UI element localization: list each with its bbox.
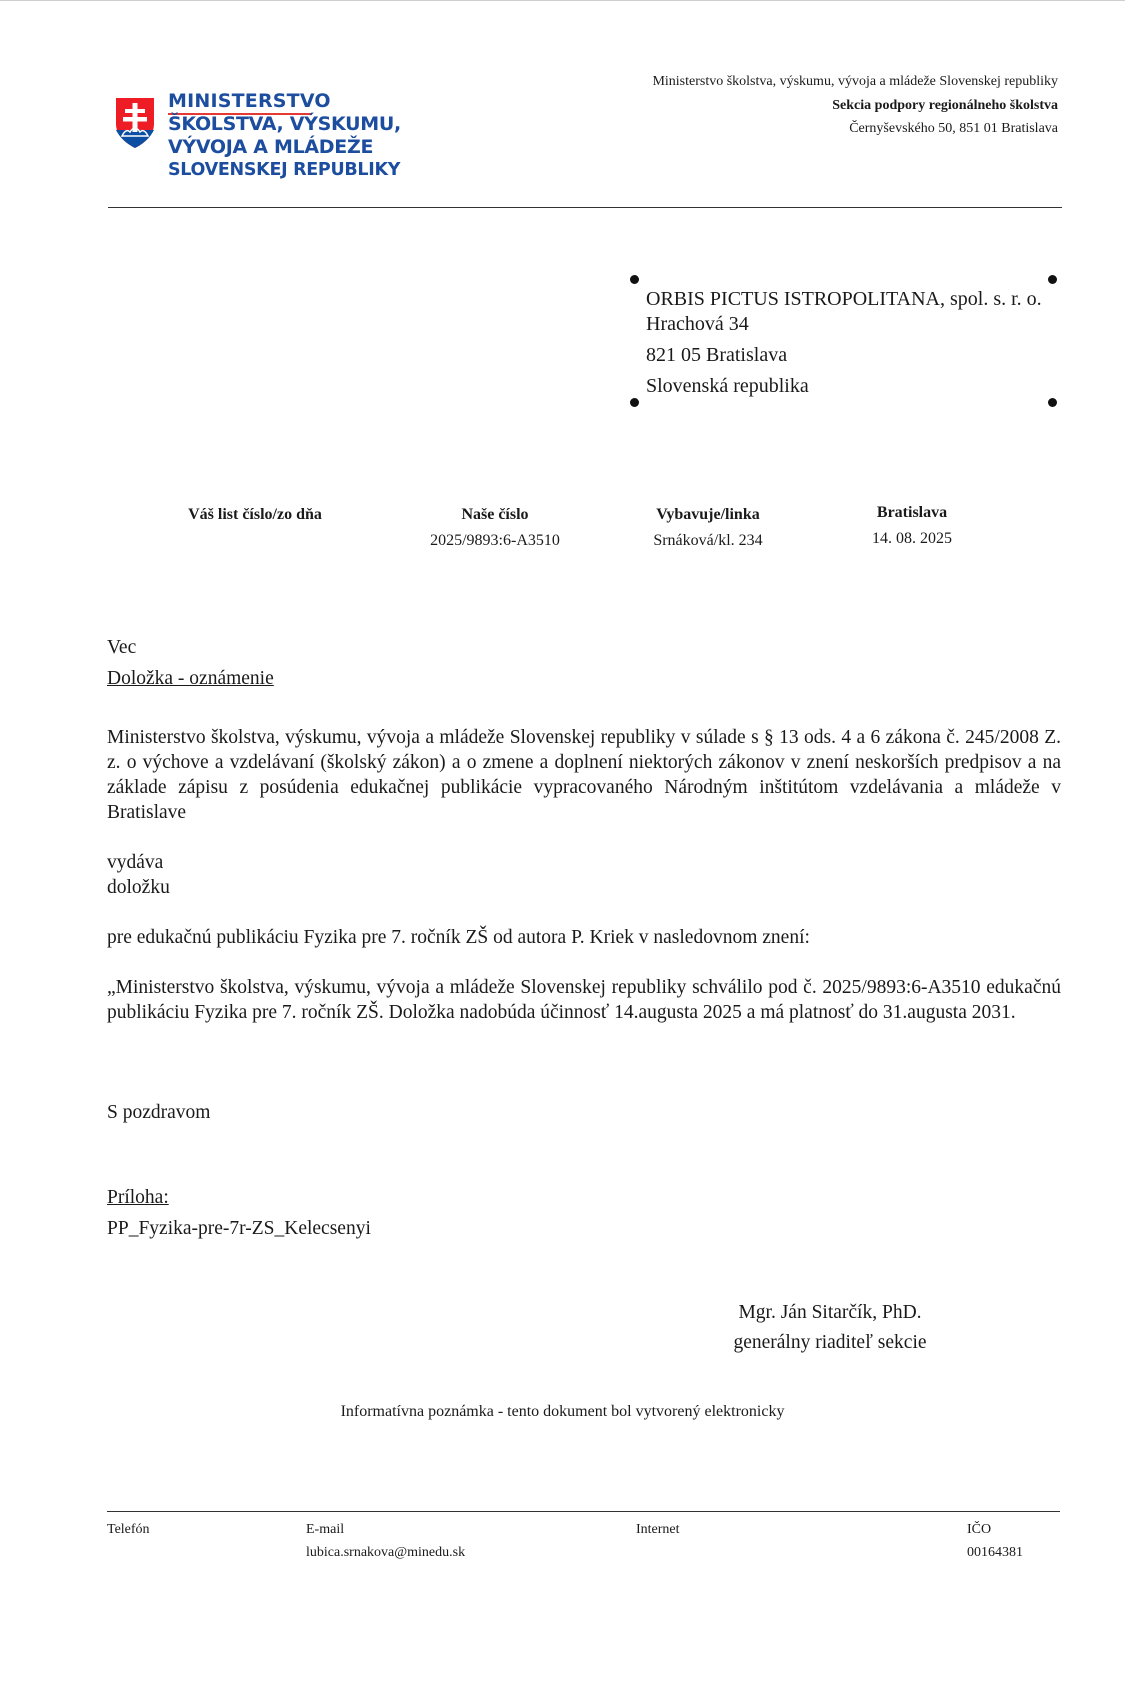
footer-email bbox=[306, 1518, 465, 1564]
logo-line-2: ŠKOLSTVA, VÝSKUMU, bbox=[168, 113, 401, 135]
ref-place-date bbox=[817, 500, 1007, 552]
footer-email-value: lubica.srnakova@minedu.sk bbox=[306, 1545, 466, 1560]
ref-handled-by-value: Srnáková/kl. 234 bbox=[653, 532, 763, 549]
sender-block bbox=[652, 70, 1058, 141]
greeting: S pozdravom bbox=[107, 1102, 211, 1123]
electronic-document-note: Informatívna poznámka - tento dokument bol vytvorený elektronicky bbox=[340, 1403, 785, 1420]
footer-divider bbox=[107, 1511, 1060, 1512]
address-corner-mark bbox=[1048, 398, 1057, 407]
ref-date-value: 14. 08. 2025 bbox=[872, 530, 952, 547]
issues-word: vydáva bbox=[107, 852, 164, 873]
logo-wordmark bbox=[168, 90, 401, 182]
address-corner-mark bbox=[630, 275, 639, 284]
footer-ico-label: IČO bbox=[967, 1522, 992, 1537]
logo-line-4: SLOVENSKEJ REPUBLIKY bbox=[168, 160, 401, 180]
signature-block bbox=[700, 1298, 960, 1358]
subject-text: Doložka - oznámenie bbox=[107, 668, 274, 689]
recipient-address bbox=[646, 284, 1042, 402]
sender-address: Černyševského 50, 851 01 Bratislava bbox=[849, 121, 1058, 136]
recipient-line-4: Slovenská republika bbox=[646, 375, 809, 397]
attachment-name: PP_Fyzika-pre-7r-ZS_Kelecsenyi bbox=[107, 1218, 371, 1239]
footer-email-label: E-mail bbox=[306, 1522, 345, 1537]
coat-of-arms-icon bbox=[112, 94, 158, 152]
footer-ico bbox=[967, 1518, 1023, 1564]
header-divider bbox=[108, 207, 1062, 208]
page-top-border bbox=[0, 0, 1125, 1]
signature-title: generálny riaditeľ sekcie bbox=[733, 1332, 927, 1353]
ref-your-letter-label: Váš list číslo/zo dňa bbox=[188, 506, 322, 523]
address-corner-mark bbox=[1048, 275, 1057, 284]
paragraph-legal-basis: Ministerstvo školstva, výskumu, vývoja a mládeže Slovenskej republiky v súlade s § 13 ods. 4 a 6 zákona č. 245/2008 Z. z. o výchove a vzdelávaní (školský zákon) a o zmene a doplnení niektorých zákonov v znení neskorších predpisov a na základe zápisu z posúdenia edukačnej publikácie vypracovaného Národným inštitútom vzdelávania a mládeže v Bratislave bbox=[107, 727, 1061, 823]
ref-our-number bbox=[400, 502, 590, 554]
ref-our-number-label: Naše číslo bbox=[461, 506, 529, 523]
recipient-line-1: ORBIS PICTUS ISTROPOLITANA, spol. s. r. o. bbox=[646, 288, 1042, 310]
footer-phone bbox=[107, 1518, 150, 1541]
footer-internet-label: Internet bbox=[636, 1522, 680, 1537]
ref-handled-by bbox=[613, 502, 803, 554]
logo-line-3: VÝVOJA A MLÁDEŽE bbox=[168, 136, 374, 158]
subject-block bbox=[107, 666, 1061, 691]
footer-internet bbox=[636, 1518, 680, 1541]
ref-your-letter bbox=[160, 502, 350, 528]
logo-line-1: MINISTERSTVO bbox=[168, 90, 331, 112]
footer-ico-value: 00164381 bbox=[967, 1545, 1023, 1560]
sender-section: Sekcia podpory regionálneho školstva bbox=[832, 97, 1058, 113]
attachment-label-block bbox=[107, 1185, 1061, 1210]
paragraph-publication: pre edukačnú publikáciu Fyzika pre 7. ročník ZŠ od autora P. Kriek v nasledovnom znení: bbox=[107, 927, 810, 948]
ref-place-label: Bratislava bbox=[876, 504, 948, 521]
attachment-label: Príloha: bbox=[107, 1187, 169, 1208]
ref-handled-by-label: Vybavuje/linka bbox=[656, 506, 760, 523]
subject-label: Vec bbox=[107, 637, 137, 658]
signature-name: Mgr. Ján Sitarčík, PhD. bbox=[738, 1302, 922, 1323]
clause-word: doložku bbox=[107, 877, 170, 898]
paragraph-clause-text: „Ministerstvo školstva, výskumu, vývoja a mládeže Slovenskej republiky schválilo pod č. 2025/9893:6-A3510 edukačnú publikáciu Fyzika pre 7. ročník ZŠ. Doložka nadobúda účinnosť 14.augusta 2025 a má platnosť do 31.augusta 2031. bbox=[107, 977, 1061, 1023]
recipient-line-2: Hrachová 34 bbox=[646, 313, 749, 335]
recipient-line-3: 821 05 Bratislava bbox=[646, 344, 788, 366]
ministry-logo bbox=[112, 86, 402, 186]
footer-phone-label: Telefón bbox=[107, 1522, 150, 1537]
sender-ministry: Ministerstvo školstva, výskumu, vývoja a mládeže Slovenskej republiky bbox=[652, 74, 1058, 89]
address-corner-mark bbox=[630, 398, 639, 407]
ref-our-number-value: 2025/9893:6-A3510 bbox=[430, 532, 560, 549]
